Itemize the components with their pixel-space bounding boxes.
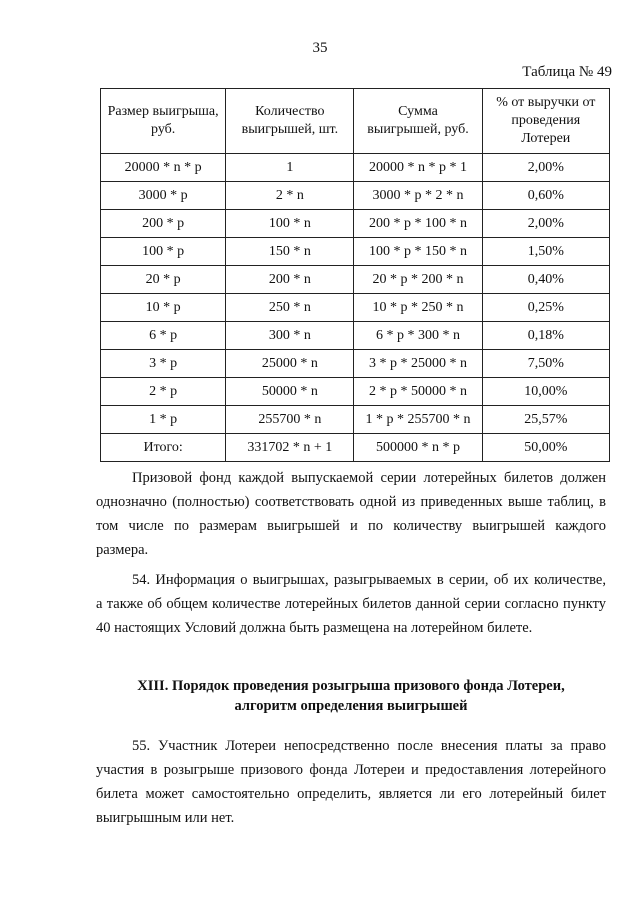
- table-row: [101, 182, 610, 210]
- paragraph-54: [96, 568, 606, 640]
- cell-revenue-percent: 0,18%: [482, 322, 609, 350]
- header-line: выигрышей, шт.: [241, 122, 339, 137]
- paragraph-55: [96, 734, 606, 830]
- cell-prize-count: 25000 * n: [226, 350, 354, 378]
- table-row: [101, 238, 610, 266]
- text-line: а также об общем количестве лотерейных билетов данной серии согласно пункту: [96, 596, 606, 612]
- paragraph-prize-fund: [96, 466, 606, 562]
- cell-prize-sum: 200 * p * 100 * n: [354, 210, 482, 238]
- text-line: билета может самостоятельно определить, является ли его лотерейный билет: [96, 786, 606, 802]
- cell-revenue-percent: 1,50%: [482, 238, 609, 266]
- text-line: участия в розыгрыше призового фонда Лотереи и предоставления лотерейного: [96, 762, 606, 778]
- table-row: [101, 154, 610, 182]
- table-total-row: [101, 434, 610, 462]
- table-row: [101, 322, 610, 350]
- cell-revenue-percent: 0,25%: [482, 294, 609, 322]
- header-line: Размер выигрыша,: [107, 104, 219, 119]
- text-line: однозначно (полностью) соответствовать одной из приведенных выше таблиц, в: [96, 494, 606, 510]
- header-line: Сумма: [398, 104, 438, 119]
- text-line: том числе по размерам выигрышей и по количеству выигрышей каждого: [96, 518, 606, 534]
- cell-total-percent: 50,00%: [482, 434, 609, 462]
- table-row: [101, 406, 610, 434]
- cell-prize-sum: 1 * p * 255700 * n: [354, 406, 482, 434]
- cell-prize-sum: 10 * p * 250 * n: [354, 294, 482, 322]
- cell-revenue-percent: 0,60%: [482, 182, 609, 210]
- header-prize-size: [101, 89, 226, 154]
- cell-prize-size: 10 * p: [101, 294, 226, 322]
- table-caption: Таблица № 49: [522, 64, 612, 80]
- header-prize-sum: [354, 89, 482, 154]
- text-line: размера.: [96, 542, 149, 558]
- heading-line: алгоритм определения выигрышей: [234, 698, 468, 714]
- cell-prize-size: 2 * p: [101, 378, 226, 406]
- cell-prize-count: 150 * n: [226, 238, 354, 266]
- page-number: 35: [312, 40, 328, 56]
- prize-table: [100, 88, 610, 462]
- cell-revenue-percent: 7,50%: [482, 350, 609, 378]
- cell-prize-count: 200 * n: [226, 266, 354, 294]
- cell-prize-count: 1: [226, 154, 354, 182]
- text-line: 40 настоящих Условий должна быть размещена на лотерейном билете.: [96, 620, 533, 636]
- cell-prize-count: 300 * n: [226, 322, 354, 350]
- text-line: выигрышным или нет.: [96, 810, 235, 826]
- cell-prize-sum: 3000 * p * 2 * n: [354, 182, 482, 210]
- cell-prize-size: 6 * p: [101, 322, 226, 350]
- cell-prize-size: 3 * p: [101, 350, 226, 378]
- cell-total-count: 331702 * n + 1: [226, 434, 354, 462]
- cell-prize-sum: 20 * p * 200 * n: [354, 266, 482, 294]
- table-row: [101, 378, 610, 406]
- cell-prize-sum: 6 * p * 300 * n: [354, 322, 482, 350]
- table-row: [101, 350, 610, 378]
- cell-prize-count: 255700 * n: [226, 406, 354, 434]
- cell-prize-count: 250 * n: [226, 294, 354, 322]
- cell-prize-size: 20 * p: [101, 266, 226, 294]
- text-line: 55. Участник Лотереи непосредственно после внесения платы за право: [132, 738, 606, 754]
- heading-line: XIII. Порядок проведения розыгрыша призового фонда Лотереи,: [137, 678, 565, 694]
- cell-prize-size: 100 * p: [101, 238, 226, 266]
- cell-prize-size: 3000 * p: [101, 182, 226, 210]
- cell-total-label: Итого:: [101, 434, 226, 462]
- cell-revenue-percent: 2,00%: [482, 154, 609, 182]
- cell-prize-count: 2 * n: [226, 182, 354, 210]
- header-line: Количество: [255, 104, 325, 119]
- cell-prize-size: 1 * p: [101, 406, 226, 434]
- section-heading-xiii: [96, 676, 606, 716]
- header-line: проведения: [511, 113, 581, 128]
- header-line: выигрышей, руб.: [367, 122, 469, 137]
- table-header-row: [101, 89, 610, 154]
- cell-total-sum: 500000 * n * p: [354, 434, 482, 462]
- cell-prize-size: 20000 * n * p: [101, 154, 226, 182]
- cell-prize-sum: 2 * p * 50000 * n: [354, 378, 482, 406]
- cell-revenue-percent: 10,00%: [482, 378, 609, 406]
- text-line: Призовой фонд каждой выпускаемой серии лотерейных билетов должен: [132, 470, 606, 486]
- cell-prize-size: 200 * p: [101, 210, 226, 238]
- cell-prize-sum: 3 * p * 25000 * n: [354, 350, 482, 378]
- cell-prize-sum: 100 * p * 150 * n: [354, 238, 482, 266]
- header-line: руб.: [151, 122, 176, 137]
- header-prize-count: [226, 89, 354, 154]
- header-line: Лотереи: [521, 131, 571, 146]
- cell-revenue-percent: 2,00%: [482, 210, 609, 238]
- cell-revenue-percent: 0,40%: [482, 266, 609, 294]
- cell-revenue-percent: 25,57%: [482, 406, 609, 434]
- table-row: [101, 266, 610, 294]
- cell-prize-count: 50000 * n: [226, 378, 354, 406]
- text-line: 54. Информация о выигрышах, разыгрываемых в серии, об их количестве,: [132, 572, 606, 588]
- header-revenue-percent: [482, 89, 609, 154]
- cell-prize-count: 100 * n: [226, 210, 354, 238]
- table-row: [101, 210, 610, 238]
- table-row: [101, 294, 610, 322]
- cell-prize-sum: 20000 * n * p * 1: [354, 154, 482, 182]
- header-line: % от выручки от: [496, 95, 596, 110]
